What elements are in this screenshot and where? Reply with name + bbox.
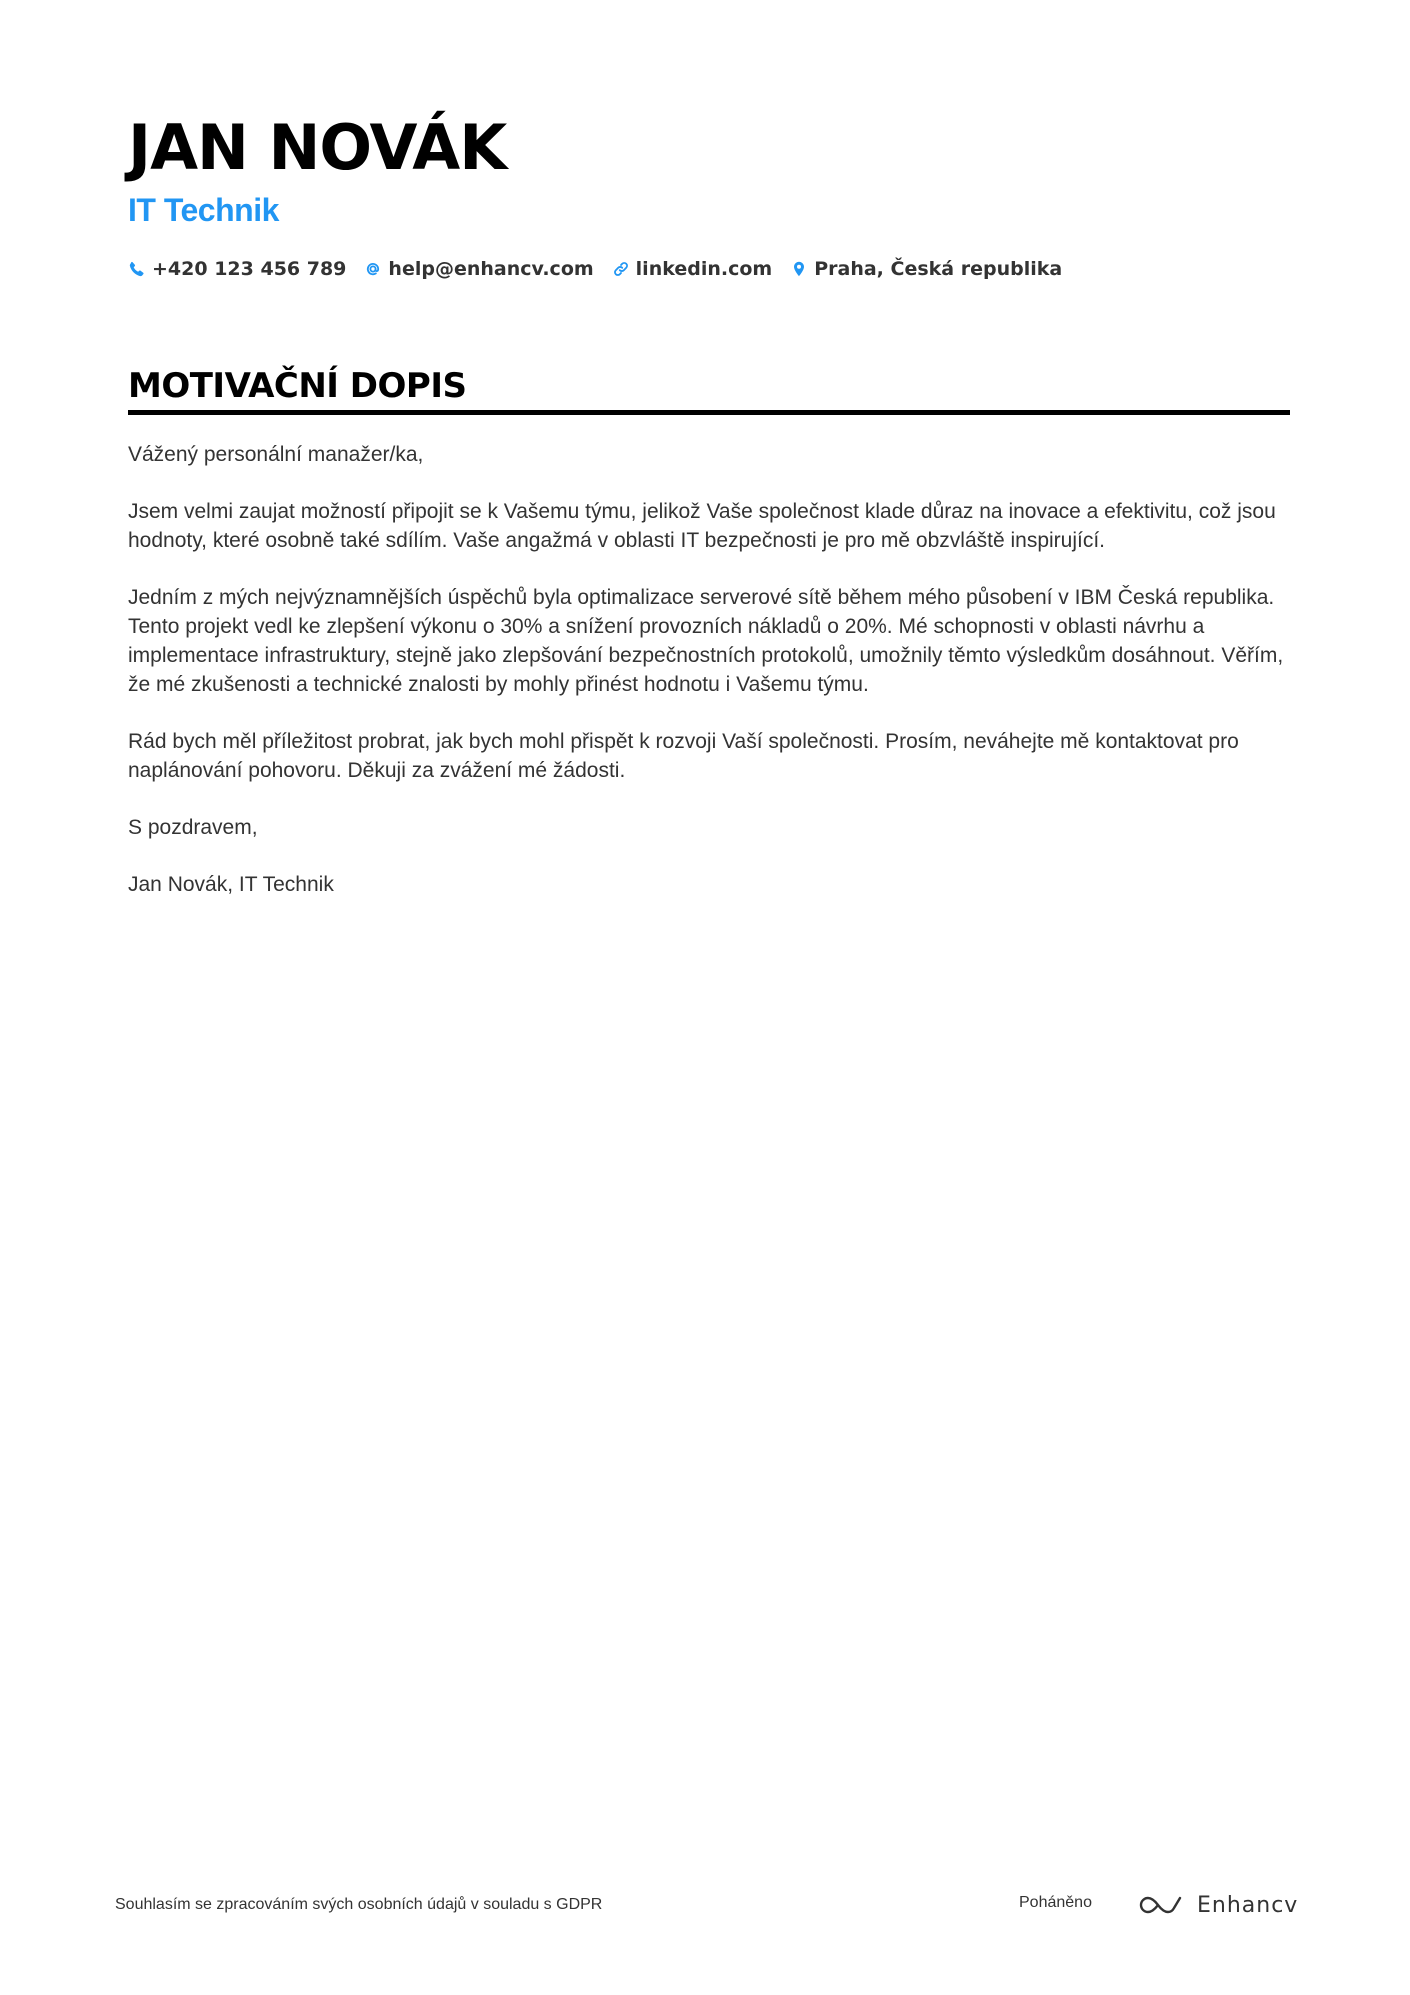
- link-icon: [612, 260, 630, 278]
- letter-greeting: Vážený personální manažer/ka,: [128, 443, 424, 466]
- letter-body: [128, 440, 1290, 927]
- contact-phone[interactable]: [128, 258, 346, 280]
- enhancv-logo-icon: [1139, 1892, 1185, 1918]
- letter-paragraph: Jedním z mých nejvýznamnějších úspěchů byla optimalizace serverové sítě během mého působení v IBM Česká republika. Tento projekt vedl ke zlepšení výkonu o 30% a snížení provozních nákladů o 20%. Mé schopnosti v oblasti návrhu a implementace infrastruktury, stejně jako zlepšování bezpečnostních protokolů, umožnily těmto výsledkům dosáhnout. Věřím, že mé zkušenosti a technické znalosti by mohly přinést hodnotu i Vašemu týmu.: [128, 586, 1284, 696]
- section-divider: [128, 410, 1290, 415]
- candidate-role: IT Technik: [128, 192, 279, 228]
- letter-closing: S pozdravem,: [128, 816, 258, 839]
- letter-signature: Jan Novák, IT Technik: [128, 873, 334, 896]
- contact-location: [790, 258, 1062, 280]
- enhancv-brand[interactable]: [1139, 1892, 1298, 1918]
- contact-linkedin[interactable]: [612, 258, 773, 280]
- letter-paragraph: Rád bych měl příležitost probrat, jak bych mohl přispět k rozvoji Vaší společnosti. Prosím, neváhejte mě kontaktovat pro naplánování pohovoru. Děkuji za zvážení mé žádosti.: [128, 730, 1239, 782]
- contact-bar: [128, 254, 1062, 284]
- letter-paragraph: Jsem velmi zaujat možností připojit se k Vašemu týmu, jelikož Vaše společnost klade důraz na inovace a efektivitu, což jsou hodnoty, které osobně také sdílím. Vaše angažmá v oblasti IT bezpečnosti je pro mě obzvláště inspirující.: [128, 500, 1276, 552]
- contact-location-text: Praha, Česká republika: [814, 258, 1063, 280]
- enhancv-brand-name: Enhancv: [1197, 1892, 1299, 1918]
- contact-email[interactable]: [364, 258, 593, 280]
- section-title: MOTIVAČNÍ DOPIS: [128, 366, 467, 406]
- powered-by-label: Poháněno: [1019, 1894, 1092, 1911]
- location-pin-icon: [790, 260, 808, 278]
- at-icon: [364, 260, 382, 278]
- contact-linkedin-text: linkedin.com: [635, 258, 773, 280]
- candidate-name: JAN NOVÁK: [128, 111, 507, 184]
- contact-phone-text: +420 123 456 789: [152, 258, 347, 280]
- gdpr-consent-text: Souhlasím se zpracováním svých osobních údajů v souladu s GDPR: [115, 1896, 603, 1913]
- phone-icon: [128, 260, 146, 278]
- contact-email-text: help@enhancv.com: [388, 258, 594, 280]
